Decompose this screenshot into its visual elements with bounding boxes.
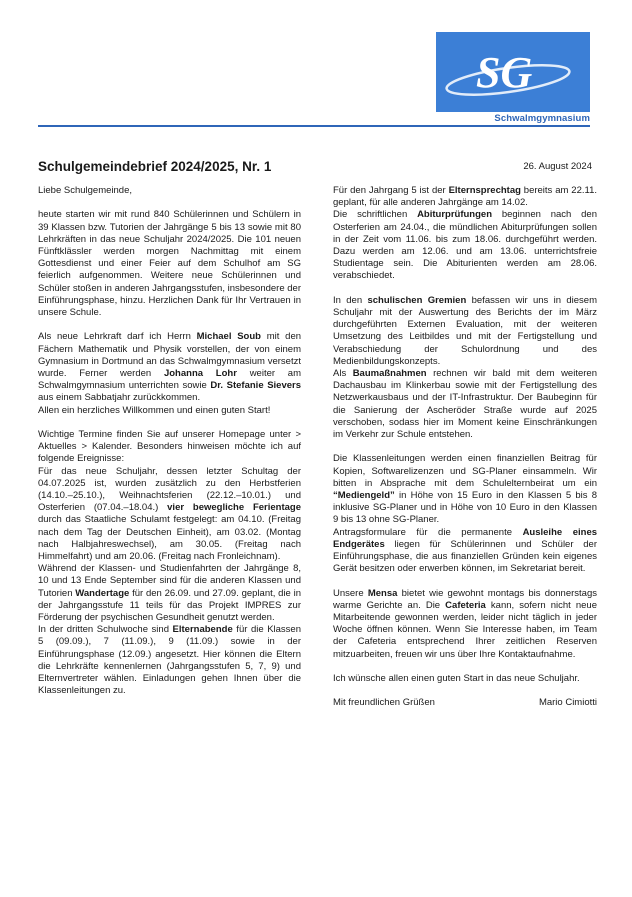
paragraph-canteen: Unsere Mensa bietet wie gewohnt montags bis donnerstags warme Gerichte an. Die Cafeteria kann, sofern nicht neue Mitarbeitende gewonnen werden, leider nicht täglich in jeder Woche öffnen können. Wenn Sie Interesse haben, im Team der Cafeteria entsprechend Ihrer zeitlichen Reserven mitzuarbeiten, freuen wir uns über Ihre Kontaktaufnahme. xyxy=(333,587,597,660)
paragraph-device-loan: Antragsformulare für die permanente Ausleihe eines Endgerätes liegen für Schülerinnen und Schüler der Einführungsphase, die aus finanziellen Gründen kein eigenes Gerät besitzen oder erwerben können, im Sekretariat bereit. xyxy=(333,526,598,575)
paragraph-construction: Als Baumaßnahmen rechnen wir bald mit dem weiteren Dachausbau im Klinkerbau sowie mit der Fertigstellung des Netzwerkausbaus und der IT-Infrastruktur. Der Baubeginn für die Sanierung der Ascheröder Straße wurde auf 2025 verschoben, sodass hier im Moment keine Einschränkungen im Verkehr zur Schule entstehen. xyxy=(333,368,597,441)
paragraph-hiking-days: Während der Klassen- und Studienfahrten der Jahrgänge 8, 10 und 13 Ende September sind für die anderen Klassen und Tutorien Wandertage für den 26.09. und 27.09. geplant, die in der Jahrgangsstufe 11 teils für das Projekt IMPRES zur Förderung der psychischen Gesundheit genutzt werden. xyxy=(38,563,302,624)
paragraph-intro: heute starten wir mit rund 840 Schülerinnen und Schülern in 39 Klassen bzw. Tutorien der Jahrgänge 5 bis 13 sowie mit 80 Lehrkräften in das neue Schuljahr 2024/2025. Die 101 neuen Fünftklässler werden morgen Nachmittag mit einem Gottesdienst und einer Feier auf dem Schulhof am SG feierlich aufgenommen. Weitere neue Schülerinnen und Schüler stoßen in anderen Jahrgangsstufen, insbesondere der Einführungsphase, hinzu. Herzlichen Dank für Ihr Vertrauen in unsere Schule. xyxy=(38,209,302,319)
signer-name: Mario Cimiotti xyxy=(538,697,597,709)
paragraph-exams: Die schriftlichen Abiturprüfungen beginnen nach den Osterferien am 24.04., die mündlichen Abiturprüfungen sollen in der Zeit vom 11.06. bis zum 18.06. durchgeführt werden. Dazu werden am 12.06. und am 13.06. unterrichtsfreie Studientage sein. Die Abiturienten werden am 28.06. verabschiedet. xyxy=(333,209,597,282)
paragraph-parent-day: Für den Jahrgang 5 ist der Elternsprechtag bereits am 22.11. geplant, für alle anderen Jahrgänge am 14.02. xyxy=(333,185,597,209)
paragraph-wishes: Ich wünsche allen einen guten Start in das neue Schuljahr. xyxy=(333,673,580,685)
paragraph-media-fee: Die Klassenleitungen werden einen finanziellen Beitrag für Kopien, Softwarelizenzen und SG-Planer einsammeln. Wir bitten in Absprache mit dem Schulelternbeirat um ein “Mediengeld” in Höhe von 15 Euro in den Klassen 5 bis 8 inklusive SG-Planer und in Höhe von 10 Euro in den Klassen 9 bis 13 ohne SG-Planer. xyxy=(333,453,597,526)
signature-line xyxy=(333,697,597,709)
closing: Mit freundlichen Grüßen xyxy=(333,697,435,709)
letter-date: 26. August 2024 xyxy=(523,161,592,172)
page-title: Schulgemeindebrief 2024/2025, Nr. 1 xyxy=(38,159,272,174)
left-column xyxy=(38,185,301,697)
logo-initials: SG xyxy=(476,48,533,97)
right-column xyxy=(333,185,597,710)
paragraph-committees: In den schulischen Gremien befassen wir uns in diesem Schuljahr mit der Auswertung des Berichts der im März durchgeführten Externen Evaluation, mit der weiteren Umsetzung des Leitbildes und mit der Fertigstellung und Verabschiedung der Schulordnung und des Medienbildungskonzepts. xyxy=(333,294,597,367)
paragraph-new-teachers: Als neue Lehrkraft darf ich Herrn Michael Soub mit den Fächern Mathematik und Physik vorstellen, der von einem Gymnasium in Dortmund an das Schwalmgymnasium versetzt wurde. Ferner werden Johanna Lohr weiter am Schwalmgymnasium unterrichten sowie Dr. Stefanie Sievers aus einem Sabbatjahr zurückkommen. xyxy=(38,331,302,404)
greeting: Liebe Schulgemeinde, xyxy=(38,185,133,196)
paragraph-parent-evenings: In der dritten Schulwoche sind Elternabende für die Klassen 5 (09.09.), 7 (11.09.), 9 (11.09.) sowie in der Einführungsphase (12.09.) angesetzt. Hier können die Eltern die Lehrkräfte kennenlernen (Jahrgangsstufen 5, 7, 9) und Elternvertreter wählen. Einladungen gehen Ihnen über die Klassenleitungen zu. xyxy=(38,624,301,697)
school-logo xyxy=(436,32,590,112)
school-name: Schwalmgymnasium xyxy=(494,113,590,124)
header-rule xyxy=(38,125,590,127)
sg-logo-icon xyxy=(436,32,590,112)
paragraph-welcome: Allen ein herzliches Willkommen und einen guten Start! xyxy=(38,404,271,416)
paragraph-holidays: Für das neue Schuljahr, dessen letzter Schultag der 04.07.2025 ist, wurden zusätzlich zu den Herbstferien (14.10.–25.10.), Weihnachtsferien (22.12.–10.01.) und Osterferien (07.04.–18.04.) vier bewegliche Ferientage durch das Staatliche Schulamt festgelegt: am 04.10. (Freitag nach dem Tag der Deutschen Einheit), am 03.02. (Montag nach Halbjahreswechsel), am 30.05. (Freitag nach Himmelfahrt) und am 20.06. (Freitag nach Fronleichnam). xyxy=(38,465,301,563)
paragraph-dates-intro: Wichtige Termine finden Sie auf unserer Homepage unter > Aktuelles > Kalender. Besonders hinweisen möchte ich auf folgende Ereignisse: xyxy=(38,429,301,465)
